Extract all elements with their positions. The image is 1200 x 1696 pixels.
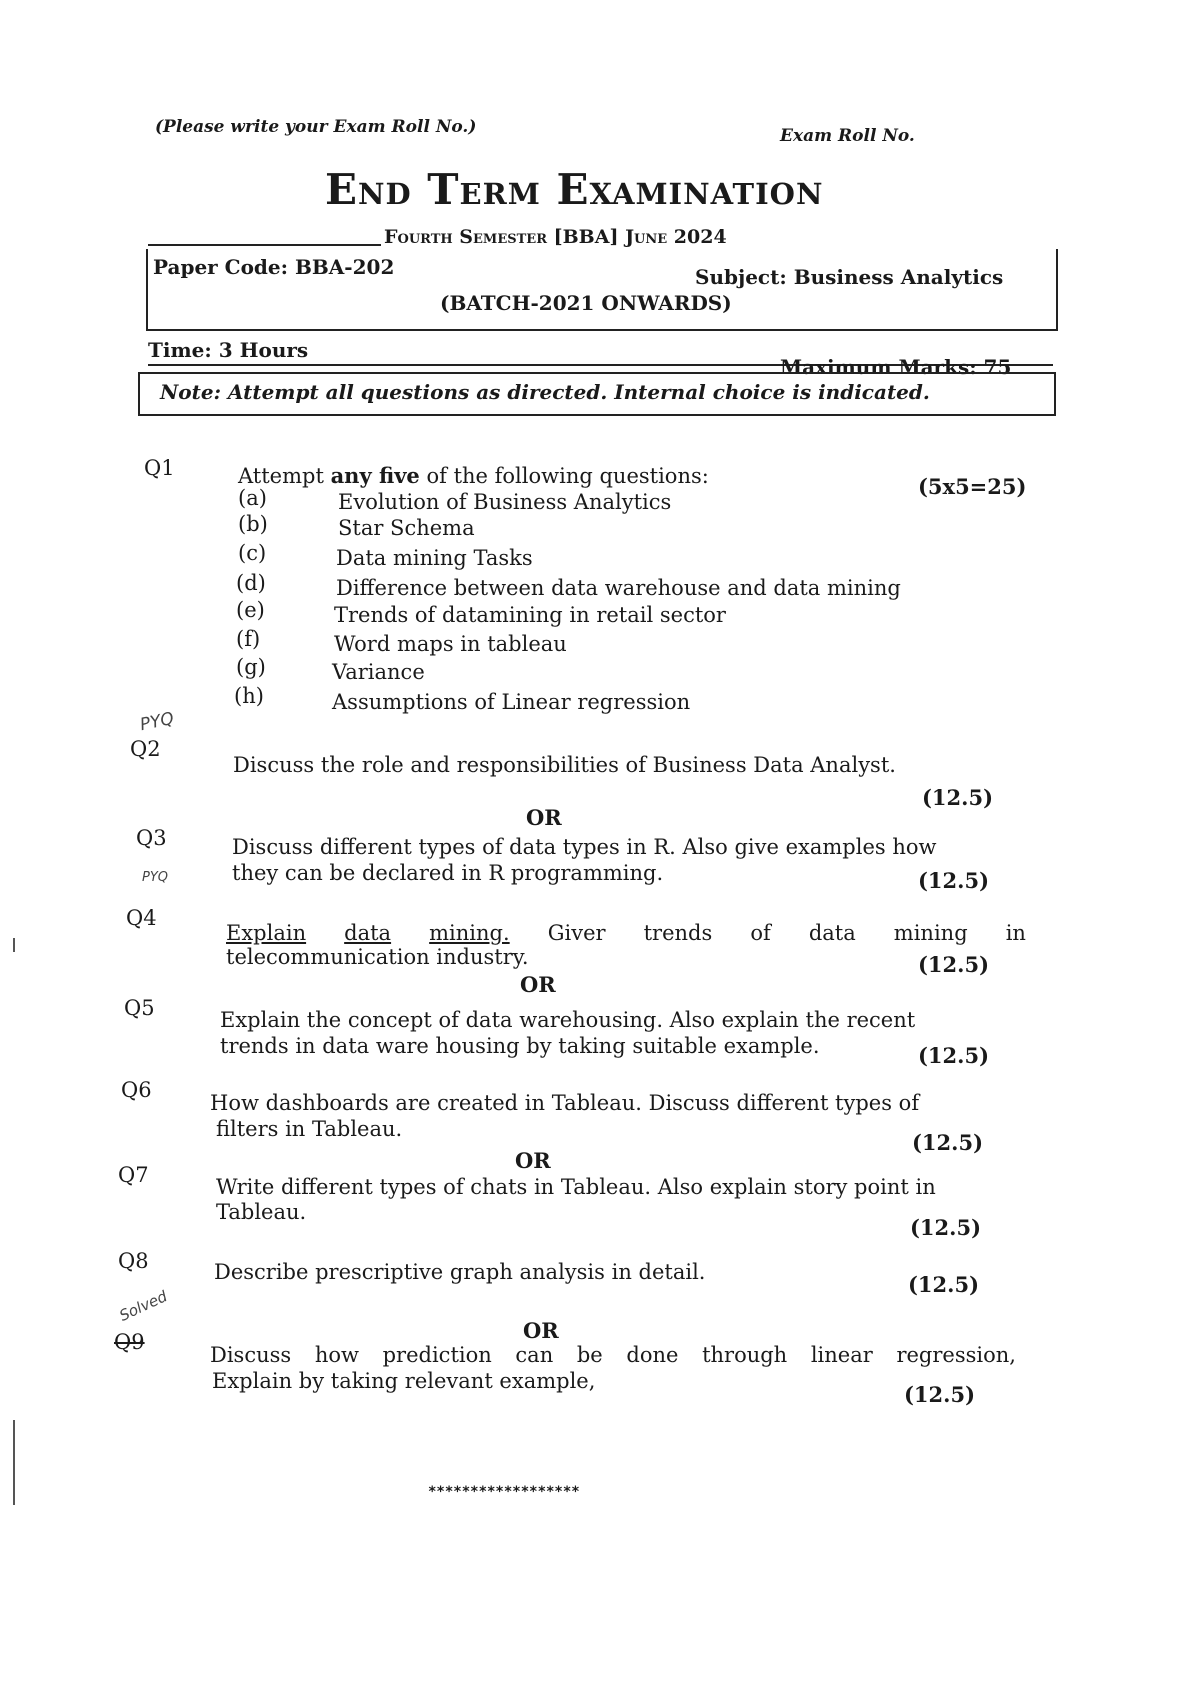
question-word: prediction xyxy=(382,1343,492,1367)
question-text: Write different types of chats in Tableau. Also explain story point in xyxy=(216,1175,936,1199)
sub-question-label: (b) xyxy=(238,512,268,536)
question-marks: (5x5=25) xyxy=(918,474,1027,499)
question-word: mining. xyxy=(429,921,510,945)
sub-question-label: (h) xyxy=(234,684,264,708)
question-number: Q4 xyxy=(126,906,157,930)
question-number: Q5 xyxy=(124,996,155,1020)
maximum-marks: Maximum Marks: 75 xyxy=(780,355,1012,379)
question-number: Q3 xyxy=(136,826,167,850)
question-word: Giver xyxy=(547,921,606,945)
question-word: data xyxy=(344,921,392,945)
question-number: Q6 xyxy=(121,1078,152,1102)
question-word: can xyxy=(515,1343,554,1367)
sub-question-text: Evolution of Business Analytics xyxy=(338,490,672,514)
page-title: End Term Examination xyxy=(325,165,824,214)
question-marks: (12.5) xyxy=(918,1043,990,1068)
question-marks: (12.5) xyxy=(908,1272,980,1297)
question-word: Explain xyxy=(226,921,307,945)
question-word: data xyxy=(808,921,856,945)
handwritten-annotation: PYQ xyxy=(138,708,176,736)
question-number: Q9 xyxy=(114,1330,145,1354)
roll-number-instruction: (Please write your Exam Roll No.) xyxy=(155,117,477,137)
sub-question-label: (c) xyxy=(238,541,267,565)
sub-question-label: (e) xyxy=(236,598,265,622)
semester-line: Fourth Semester [BBA] June 2024 xyxy=(384,226,727,248)
question-text: Tableau. xyxy=(216,1200,307,1224)
question-word: linear xyxy=(810,1343,873,1367)
sub-question-text: Word maps in tableau xyxy=(334,632,567,656)
q1-intro-start: Attempt xyxy=(238,464,331,488)
exam-roll-label: Exam Roll No. xyxy=(780,126,915,146)
question-text: trends in data ware housing by taking suitable example. xyxy=(220,1034,820,1058)
question-text: filters in Tableau. xyxy=(216,1117,403,1141)
scan-edge-mark xyxy=(13,1420,15,1505)
question-word: how xyxy=(314,1343,359,1367)
or-divider: OR xyxy=(523,1318,559,1343)
instructions-note: Note: Attempt all questions as directed. Internal choice is indicated. xyxy=(160,380,930,404)
question-word: done xyxy=(626,1343,679,1367)
question-text: they can be declared in R programming. xyxy=(232,861,664,885)
subject: Subject: Business Analytics xyxy=(695,265,1004,289)
or-divider: OR xyxy=(515,1148,551,1173)
handwritten-annotation: Solved xyxy=(116,1287,170,1325)
question-word: through xyxy=(702,1343,788,1367)
question-number: Q8 xyxy=(118,1249,149,1273)
paper-code: Paper Code: BBA-202 xyxy=(153,255,395,279)
question-number: Q7 xyxy=(118,1163,149,1187)
handwritten-annotation: PYQ xyxy=(142,870,169,885)
question-marks: (12.5) xyxy=(904,1382,976,1407)
question-marks: (12.5) xyxy=(922,785,994,810)
sub-question-text: Data mining Tasks xyxy=(336,546,533,570)
question-word: trends xyxy=(643,921,713,945)
sub-question-label: (f) xyxy=(236,627,261,651)
question-text: Explain by taking relevant example, xyxy=(212,1369,596,1393)
question-marks: (12.5) xyxy=(912,1130,984,1155)
question-word: Discuss xyxy=(210,1343,292,1367)
question-word: be xyxy=(576,1343,603,1367)
question-text xyxy=(210,1342,1016,1368)
q1-intro-emphasis: any five xyxy=(330,463,420,488)
question-text xyxy=(226,920,1026,946)
question-marks: (12.5) xyxy=(910,1215,982,1240)
sub-question-label: (g) xyxy=(236,655,266,679)
q1-instruction xyxy=(238,463,709,489)
sub-question-label: (a) xyxy=(238,486,267,510)
exam-time: Time: 3 Hours xyxy=(148,338,309,362)
question-number: Q1 xyxy=(144,456,175,480)
or-divider: OR xyxy=(526,805,562,830)
divider xyxy=(148,244,381,246)
sub-question-text: Assumptions of Linear regression xyxy=(332,690,691,714)
question-text: Explain the concept of data warehousing. Also explain the recent xyxy=(220,1008,916,1032)
or-divider: OR xyxy=(520,972,556,997)
question-marks: (12.5) xyxy=(918,952,990,977)
q1-intro-end: of the following questions: xyxy=(419,464,709,488)
question-text: Discuss different types of data types in R. Also give examples how xyxy=(232,835,937,859)
question-word: of xyxy=(750,921,771,945)
question-text: telecommunication industry. xyxy=(226,945,529,969)
sub-question-text: Star Schema xyxy=(338,516,475,540)
sub-question-text: Trends of datamining in retail sector xyxy=(334,603,726,627)
question-text: Describe prescriptive graph analysis in detail. xyxy=(214,1260,706,1284)
question-word: mining xyxy=(893,921,968,945)
question-word: regression, xyxy=(896,1343,1016,1367)
question-marks: (12.5) xyxy=(918,868,990,893)
question-word: in xyxy=(1005,921,1026,945)
sub-question-label: (d) xyxy=(236,571,266,595)
scan-edge-mark xyxy=(13,938,15,952)
batch: (BATCH-2021 ONWARDS) xyxy=(440,291,732,315)
sub-question-text: Difference between data warehouse and data mining xyxy=(336,576,901,600)
sub-question-text: Variance xyxy=(332,660,425,684)
question-number: Q2 xyxy=(130,737,161,761)
question-text: Discuss the role and responsibilities of Business Data Analyst. xyxy=(233,753,896,777)
end-of-paper-marker: ****************** xyxy=(428,1484,580,1500)
question-text: How dashboards are created in Tableau. Discuss different types of xyxy=(210,1091,920,1115)
